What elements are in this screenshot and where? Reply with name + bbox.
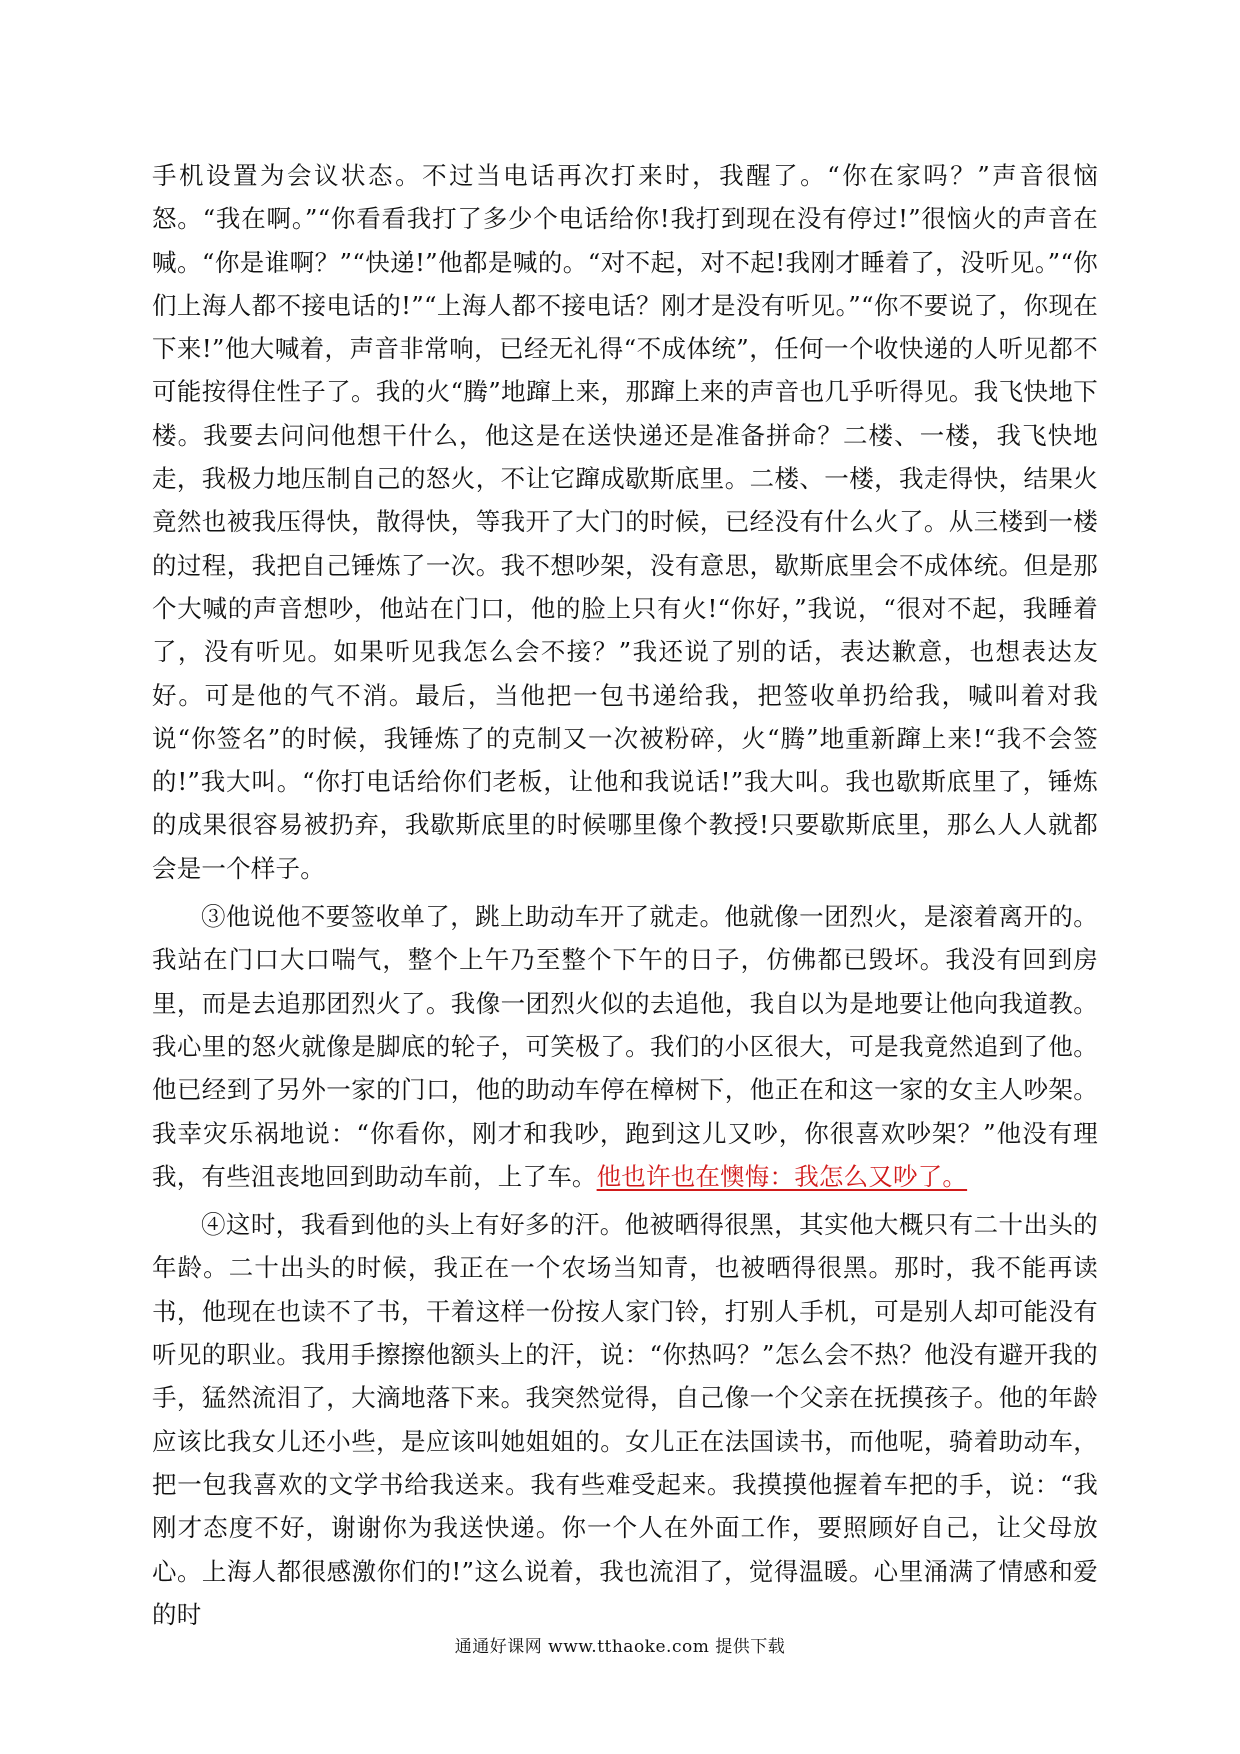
highlighted-sentence: 他也许也在懊悔：我怎么又吵了。 [596, 1161, 968, 1191]
body-text [152, 154, 1098, 1641]
paragraph-3 [152, 895, 1098, 1198]
paragraph-text: ③他说他不要签收单了，跳上助动车开了就走。他就像一团烈火，是滚着离开的。我站在门口大口喘气，整个上午乃至整个下午的日子，仿佛都已毁坏。我没有回到房里，而是去追那团烈火了。我像一团烈火似的去追他，我自以为是地要让他向我道教。我心里的怒火就像是脚底的轮子，可笑极了。我们的小区很大，可是我竟然追到了他。他已经到了另外一家的门口，他的助动车停在樟树下，他正在和这一家的女主人吵架。我幸灾乐祸地说：“你看你，刚才和我吵，跑到这儿又吵，你很喜欢吵架？”他没有理我，有些沮丧地回到助动车前，上了车。 [152, 902, 1098, 1191]
paragraph-text: 手机设置为会议状态。不过当电话再次打来时，我醒了。“你在家吗？”声音很恼怒。“我在啊。”“你看看我打了多少个电话给你!我打到现在没有停过!”很恼火的声音在喊。“你是谁啊？”“快递!”他都是喊的。“对不起，对不起!我刚才睡着了，没听见。”“你们上海人都不接电话的!”“上海人都不接电话？刚才是没有听见。”“你不要说了，你现在下来!”他大喊着，声音非常响，已经无礼得“不成体统”，任何一个收快递的人听见都不可能按得住性子了。我的火“腾”地蹿上来，那蹿上来的声音也几乎听得见。我飞快地下楼。我要去问问他想干什么，他这是在送快递还是准备拼命？二楼、一楼，我飞快地走，我极力地压制自己的怒火，不让它蹿成歇斯底里。二楼、一楼，我走得快，结果火竟然也被我压得快，散得快，等我开了大门的时候，已经没有什么火了。从三楼到一楼的过程，我把自己锤炼了一次。我不想吵架，没有意思，歇斯底里会不成体统。但是那个大喊的声音想吵，他站在门口，他的脸上只有火!“你好，”我说，“很对不起，我睡着了，没有听见。如果听见我怎么会不接？”我还说了别的话，表达歉意，也想表达友好。可是他的气不消。最后，当他把一包书递给我，把签收单扔给我，喊叫着对我说“你签名”的时候，我锤炼了的克制又一次被粉碎，火“腾”地重新蹿上来!“我不会签的!”我大叫。“你打电话给你们老板，让他和我说话!”我大叫。我也歇斯底里了，锤炼的成果很容易被扔弃，我歇斯底里的时候哪里像个教授!只要歇斯底里，那么人人就都会是一个样子。 [152, 161, 1098, 883]
paragraph-2-continued [152, 154, 1098, 890]
paragraph-4 [152, 1203, 1098, 1636]
paragraph-text: ④这时，我看到他的头上有好多的汗。他被晒得很黑，其实他大概只有二十出头的年龄。二十出头的时候，我正在一个农场当知青，也被晒得很黑。那时，我不能再读书，他现在也读不了书，干着这样一份按人家门铃，打别人手机，可是别人却可能没有听见的职业。我用手擦擦他额头上的汗，说：“你热吗？”怎么会不热？他没有避开我的手，猛然流泪了，大滴地落下来。我突然觉得，自己像一个父亲在抚摸孩子。他的年龄应该比我女儿还小些，是应该叫她姐姐的。女儿正在法国读书，而他呢，骑着助动车，把一包我喜欢的文学书给我送来。我有些难受起来。我摸摸他握着车把的手，说：“我刚才态度不好，谢谢你为我送快递。你一个人在外面工作，要照顾好自己，让父母放心。上海人都很感激你们的!”这么说着，我也流泪了，觉得温暖。心里涌满了情感和爱的时 [152, 1210, 1098, 1629]
footer-text: 通通好课网 www.tthaoke.com 提供下载 [454, 1637, 786, 1657]
page-footer [0, 1632, 1240, 1657]
